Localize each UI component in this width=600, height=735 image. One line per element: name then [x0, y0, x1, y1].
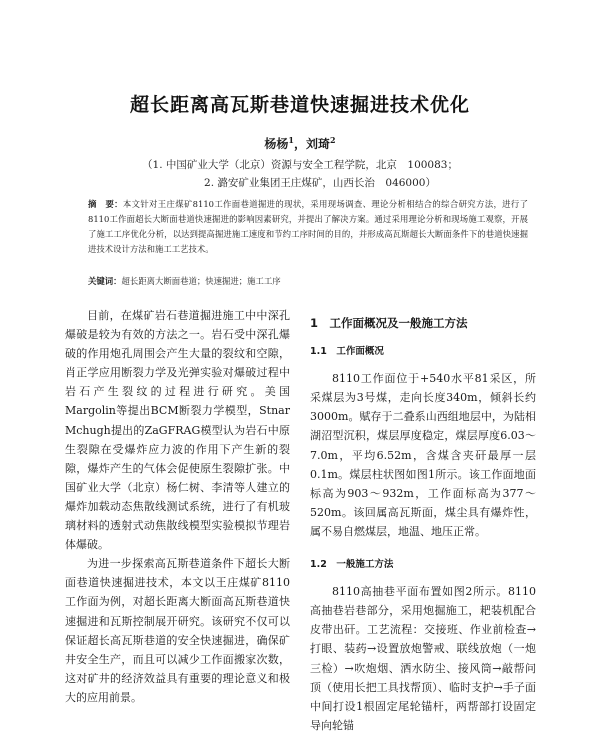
right-column	[310, 306, 536, 735]
body-paragraph: 目前，在煤矿岩石巷道掘进施工中中深孔爆破是较为有效的方法之一。岩石受中深孔爆破的作用炮孔周围会产生大量的裂纹和空隙，肖正学应用断裂力学及光弹实验对爆破过程中岩石产生裂纹的过程进行研究。美国Margolin等提出BCM断裂力学模型，Stnar Mchugh提出的ZaGFRAG模型认为岩石中原生裂隙在受爆炸应力波的作用下产生新的裂隙，爆炸产生的气体会促使原生裂隙扩张。中国矿业大学（北京）杨仁树、李清等人建立的爆炸加载动态焦散线测试系统，进行了有机玻璃材料的透射式动焦散线模型实验模拟节理岩体爆破。	[65, 309, 290, 552]
author-line	[0, 135, 600, 152]
subsection-heading: 1.1 工作面概况	[310, 346, 384, 358]
subsection-heading: 1.2 一般施工方法	[310, 559, 394, 571]
section-heading: 1 工作面概况及一般施工方法	[310, 316, 468, 330]
author-separator: ，	[293, 137, 306, 151]
abstract	[88, 197, 528, 257]
author-name: 刘琦	[306, 137, 331, 151]
author-superscript: 2	[330, 135, 336, 145]
keywords-text: 超长距离大断面巷道；快速掘进；施工工序	[121, 276, 281, 286]
abstract-text: 本文针对王庄煤矿8110工作面巷道掘进的现状，采用现场调查、理论分析相结合的综合研究方法，进行了8110工作面超长大断面巷道快速掘进的影响因素研究，并提出了解决方案。通过采用理论分析和现场施工观察，开展了施工工序优化分析，以达到提高掘进施工速度和节约工序时间的目的，并形成高瓦斯超长大断面条件下的巷道快速掘进技术设计方法和施工工艺技术。	[88, 199, 528, 254]
author-superscript: 1	[288, 135, 294, 145]
paper-title: 超长距离高瓦斯巷道快速掘进技术优化	[129, 94, 470, 116]
affiliation-line-1: （1. 中国矿业大学（北京）资源与安全工程学院，北京 100083；	[142, 159, 458, 171]
author-name: 杨杨	[264, 137, 289, 151]
body-paragraph: 8110高抽巷平面布置如图2所示。8110高抽巷岩巷部分，采用炮掘施工，耙装机配合皮带出矸。工艺流程：交接班、作业前检查→打眼、装药→设置放炮警戒、联线放炮（一炮三检）→吹炮烟、洒水防尘、接风筒→敲帮问顶（使用长把工具找帮顶）、临时支护→手子面中间打设1根固定尾轮锚杆，两帮部打设固定导向轮锚	[310, 585, 536, 732]
keywords-label: 关键词：	[88, 276, 122, 286]
affiliation-line-2: 2. 潞安矿业集团王庄煤矿，山西长治 046000）	[204, 177, 436, 189]
left-column	[65, 306, 290, 707]
keywords	[88, 274, 528, 289]
abstract-label: 摘 要：	[88, 199, 123, 209]
body-paragraph: 为进一步探索高瓦斯巷道条件下超长大断面巷道快速掘进技术，本文以王庄煤矿8110工作面为例，对超长距离大断面高瓦斯巷道快速掘进和瓦斯控制展开研究。该研究不仅可以保证超长高瓦斯巷道的安全快速掘进，确保矿井安全生产，而且可以减少工作面搬家次数，这对矿井的经济效益具有重要的理论意义和极大的应用前景。	[65, 557, 290, 704]
body-paragraph: 8110工作面位于+540水平81采区，所采煤层为3号煤，走向长度340m，倾斜长约3000m。赋存于二叠系山西组地层中，为陆相湖沼型沉积，煤层厚度稳定，煤层厚度6.03～7.0m，平均6.52m，含煤含夹矸最厚一层0.1m。煤层柱状图如图1所示。该工作面地面标高为903～932m，工作面标高为377～520m。该回属高瓦斯面，煤尘具有爆炸性，属不易自燃煤层，地温、地压正常。	[310, 372, 536, 538]
